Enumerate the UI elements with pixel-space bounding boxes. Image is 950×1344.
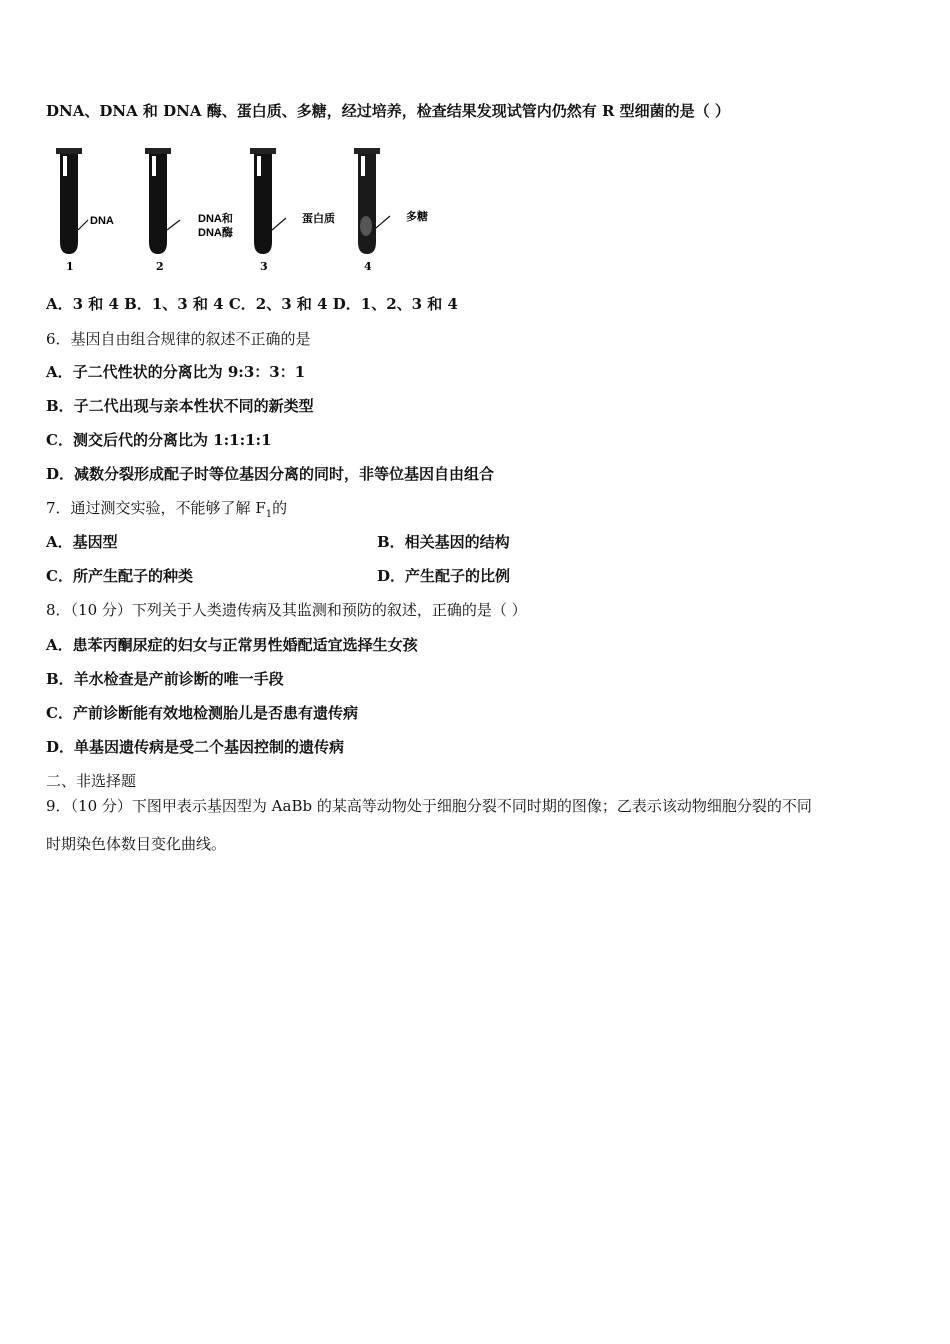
q8-option-a: A．患苯丙酮尿症的妇女与正常男性婚配适宜选择生女孩 bbox=[46, 636, 418, 654]
q8-option-c: C．产前诊断能有效地检测胎儿是否患有遗传病 bbox=[46, 704, 358, 722]
tube-1-num: 1 bbox=[66, 260, 74, 273]
tube-3 bbox=[250, 148, 335, 273]
tube-2-num: 2 bbox=[156, 260, 164, 273]
q7-option-a: A．基因型 bbox=[46, 533, 118, 551]
q7-stem-post: 的 bbox=[272, 499, 288, 517]
tube-4-label: 多糖 bbox=[406, 210, 428, 223]
q5-options: A．3 和 4 B．1、3 和 4 C．2、3 和 4 D．1、2、3 和 4 bbox=[46, 295, 458, 313]
q6-option-a: A．子二代性状的分离比为 9:3：3：1 bbox=[46, 363, 306, 381]
q8-option-d: D．单基因遗传病是受二个基因控制的遗传病 bbox=[46, 738, 345, 756]
tube-3-num: 3 bbox=[260, 260, 268, 273]
tube-4-num: 4 bbox=[364, 260, 372, 273]
q7-stem-pre: 7．通过测交实验，不能够了解 F bbox=[46, 499, 266, 517]
q6-stem: 6．基因自由组合规律的叙述不正确的是 bbox=[46, 330, 311, 348]
tube-2 bbox=[145, 148, 233, 273]
q6-option-d: D．减数分裂形成配子时等位基因分离的同时，非等位基因自由组合 bbox=[46, 465, 495, 483]
q7-stem bbox=[46, 498, 287, 525]
tube-4 bbox=[354, 148, 428, 273]
q7-option-c: C．所产生配子的种类 bbox=[46, 567, 193, 585]
tube-1 bbox=[56, 148, 114, 273]
q8-option-b: B．羊水检查是产前诊断的唯一手段 bbox=[46, 670, 284, 688]
q9-line-2: 时期染色体数目变化曲线。 bbox=[46, 835, 227, 853]
q7-option-d: D．产生配子的比例 bbox=[377, 567, 511, 585]
tube-3-label: 蛋白质 bbox=[302, 212, 335, 225]
q9-line-1: 9．（10 分）下图甲表示基因型为 AaBb 的某高等动物处于细胞分裂不同时期的图像；乙表示该动物细胞分裂的不同 bbox=[46, 797, 812, 815]
q6-option-c: C．测交后代的分离比为 1:1:1:1 bbox=[46, 431, 272, 449]
q7-option-b: B．相关基因的结构 bbox=[377, 533, 510, 551]
section-heading: 二、非选择题 bbox=[46, 772, 137, 790]
q8-stem: 8．（10 分）下列关于人类遗传病及其监测和预防的叙述，正确的是（ ） bbox=[46, 601, 527, 619]
tube-2-label-2: DNA酶 bbox=[198, 227, 233, 239]
intro-line: DNA、DNA 和 DNA 酶、蛋白质、多糖，经过培养，检查结果发现试管内仍然有 R 型细菌的是（ ） bbox=[46, 102, 730, 120]
test-tube-figure bbox=[48, 142, 448, 276]
q6-option-b: B．子二代出现与亲本性状不同的新类型 bbox=[46, 397, 314, 415]
tube-1-label: DNA bbox=[90, 215, 114, 227]
q7-stem-sub: 1 bbox=[265, 509, 273, 520]
tube-2-label-1: DNA和 bbox=[198, 213, 233, 225]
